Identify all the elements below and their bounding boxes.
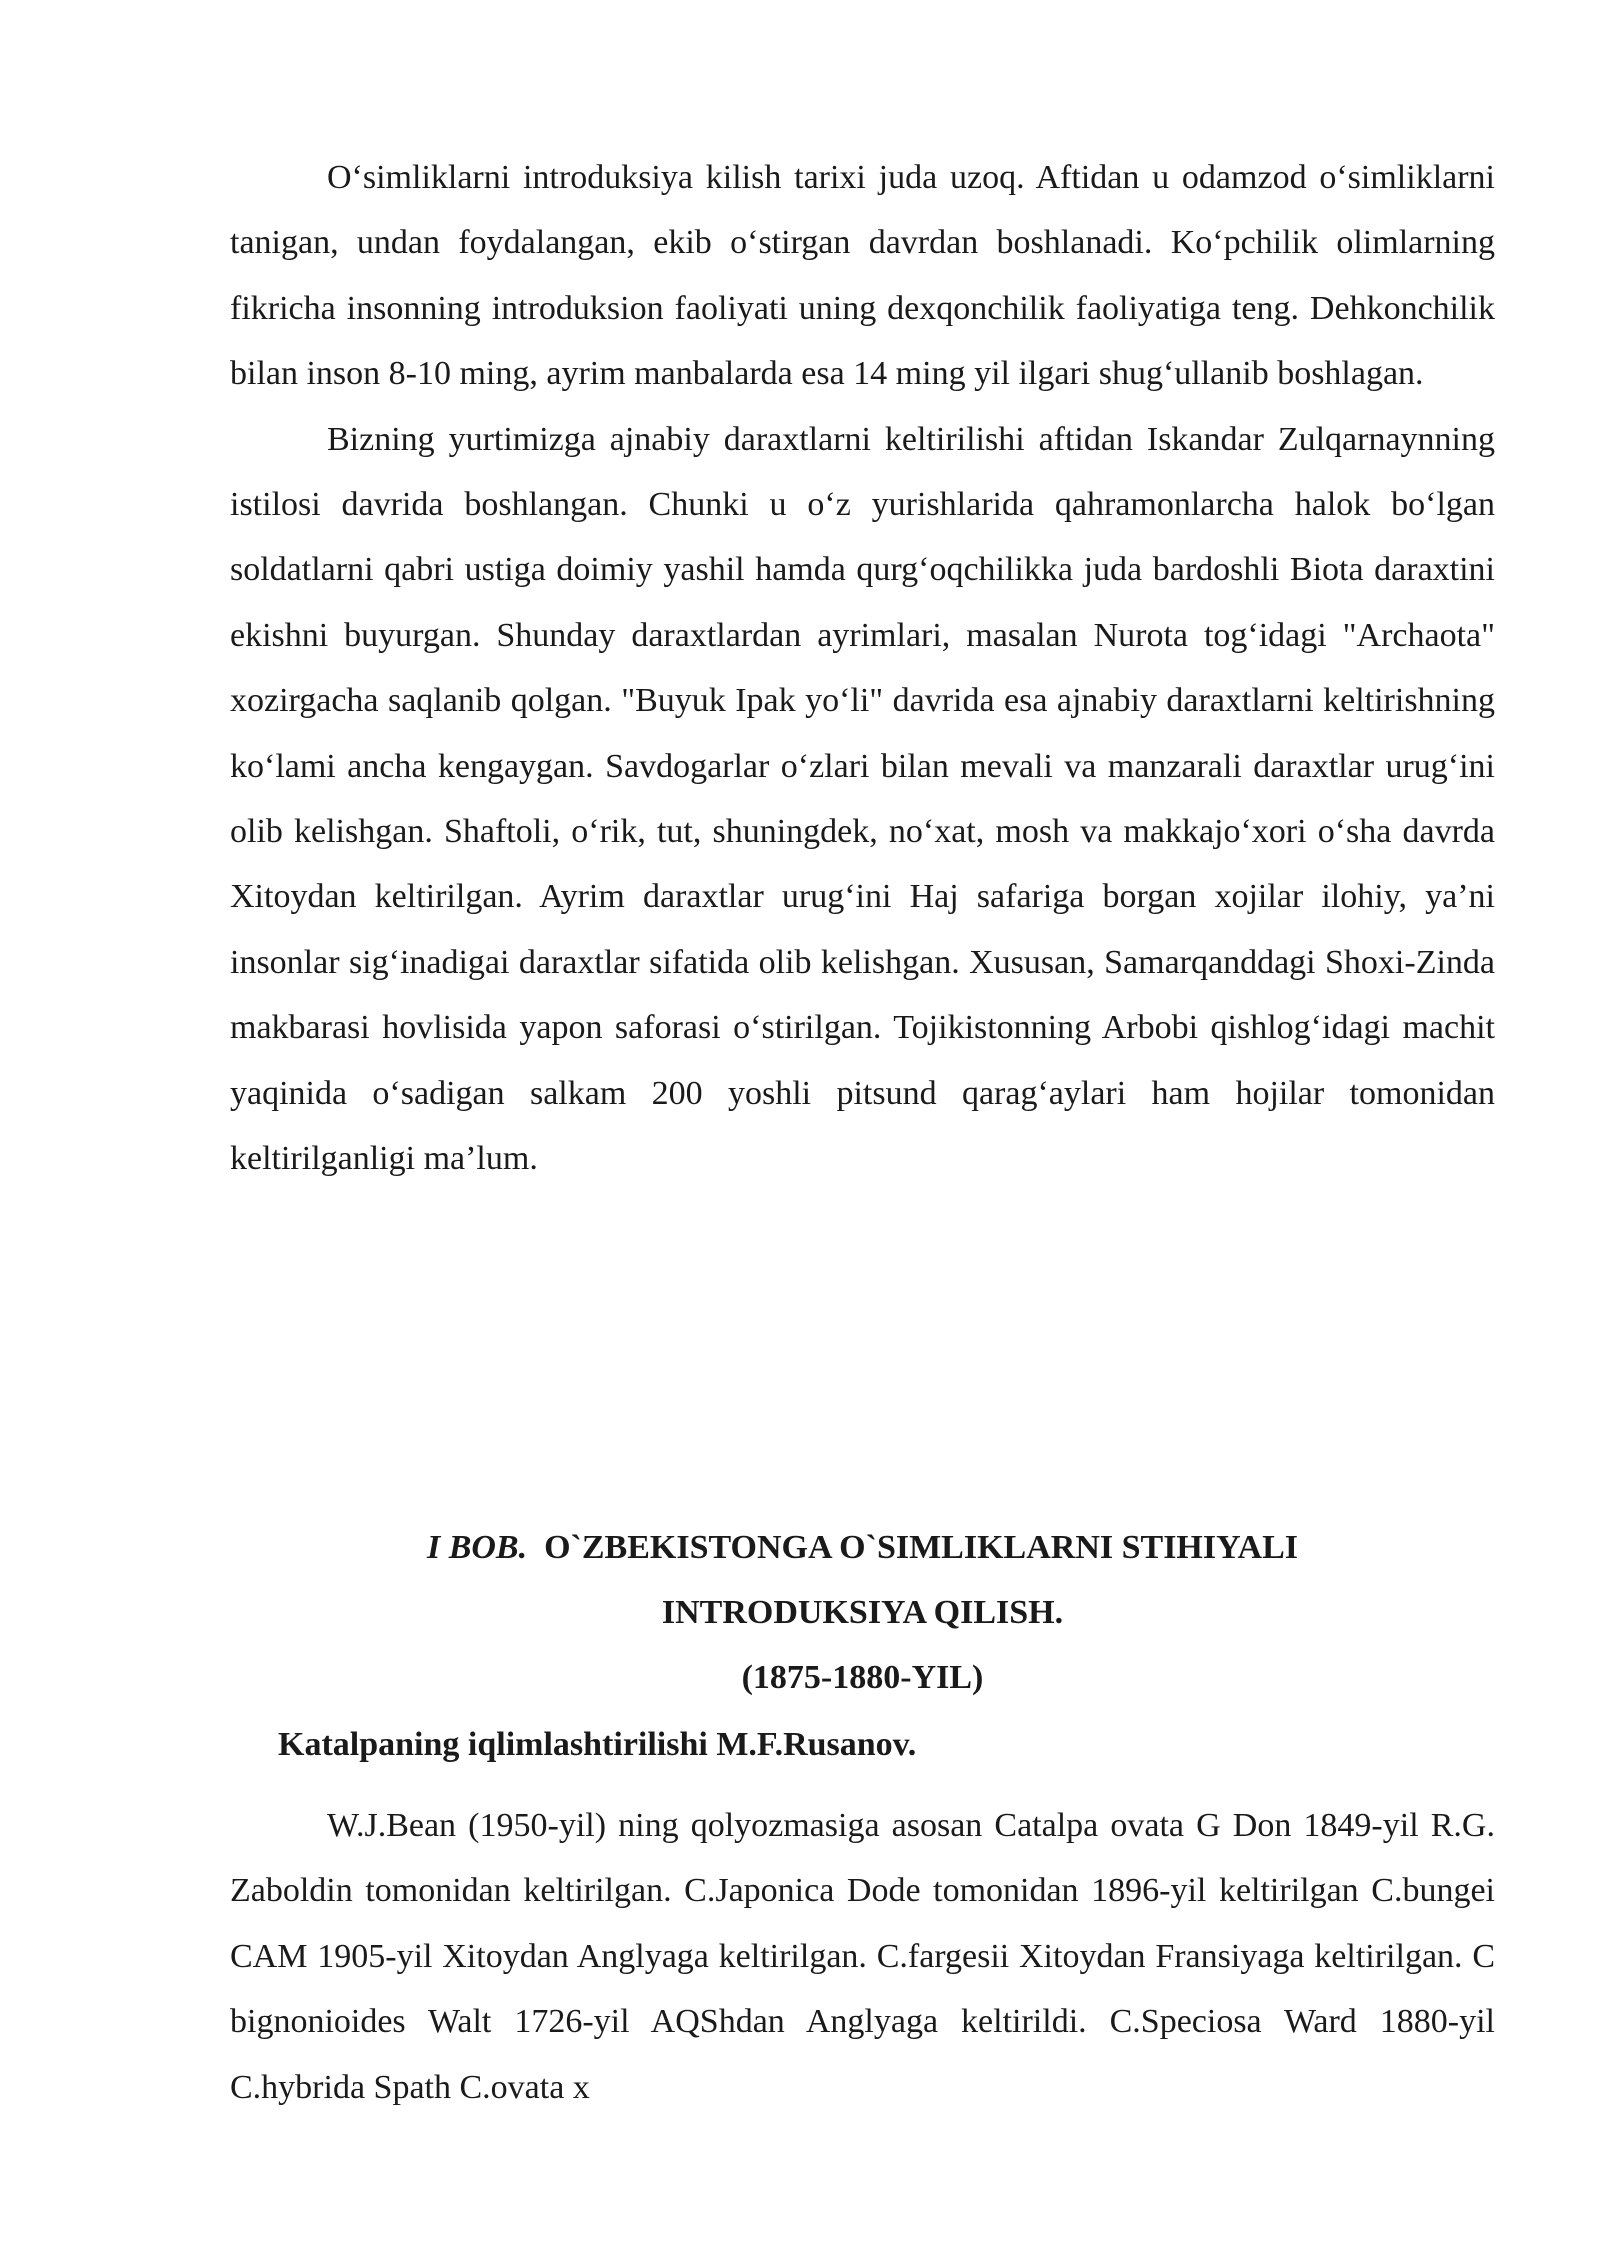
document-body — [230, 145, 1495, 1192]
chapter-years: (1875-1880-YIL) — [741, 1659, 984, 1696]
paragraph-introduction-history: O‘simliklarni introduksiya kilish tarixi juda uzoq. Aftidan u odamzod o‘simliklarni tanigan, undan foydalangan, ekib o‘stirgan davrdan boshlanadi. Ko‘pchilik olimlarning fikricha insonning introduksion faoliyati uning dexqonchilik faoliyatiga teng. Dehkonchilik bilan inson 8-10 ming, ayrim manbalarda esa 14 ming yil ilgari shug‘ullanib boshlagan. — [230, 159, 1495, 393]
chapter-title-part-1: O`ZBEKISTONGA O`SIMLIKLARNI STIHIYALI — [544, 1529, 1299, 1566]
paragraph-catalpa: W.J.Bean (1950-yil) ning qolyozmasiga asosan Catalpa ovata G Don 1849-yil R.G. Zaboldin tomonidan keltirilgan. C.Japonica Dode tomonidan 1896-yil keltirilgan C.bungei CAM 1905-yil Xitoydan Anglyaga keltirilgan. C.fargesii Xitoydan Fransiyaga keltirilgan. C bignonioides Walt 1726-yil AQShdan Anglyaga keltirildi. C.Speciosa Ward 1880-yil C.hybrida Spath C.ovata x — [230, 1807, 1495, 2106]
paragraph-foreign-trees: Bizning yurtimizga ajnabiy daraxtlarni keltirilishi aftidan Iskandar Zulqarnaynning istilosi davrida boshlangan. Chunki u o‘z yurishlarida qahramonlarcha halok bo‘lgan soldatlarni qabri ustiga doimiy yashil hamda qurg‘oqchilikka juda bardoshli Biota daraxtini ekishni buyurgan. Shunday daraxtlardan ayrimlari, masalan Nurota tog‘idagi "Archaota" xozirgacha saqlanib qolgan. "Buyuk Ipak yo‘li" davrida esa ajnabiy daraxtlarni keltirishning ko‘lami ancha kengaygan. Savdogarlar o‘zlari bilan mevali va manzarali daraxtlar urug‘ini olib kelishgan. Shaftoli, o‘rik, tut, shuningdek, no‘xat, mosh va makkajo‘xori o‘sha davrda Xitoydan keltirilgan. Ayrim daraxtlar urug‘ini Haj safariga borgan xojilar ilohiy, ya’ni insonlar sig‘inadigai daraxtlar sifatida olib kelishgan. Xususan, Samarqanddagi Shoxi-Zinda makbarasi hovlisida yapon saforasi o‘stirilgan. Tojikistonning Arbobi qishlog‘idagi machit yaqinida o‘sadigan salkam 200 yoshli pitsund qarag‘aylari ham hojilar tomonidan keltirilganligi ma’lum. — [230, 420, 1495, 1178]
section-subtitle: Katalpaning iqlimlashtirilishi M.F.Rusanov. — [278, 1726, 917, 1763]
chapter-heading — [230, 1515, 1495, 1710]
chapter-title-line-1 — [230, 1515, 1495, 1580]
section-body — [230, 1793, 1495, 2120]
chapter-label: I BOB. — [426, 1529, 528, 1566]
chapter-title-line-2: INTRODUKSIYA QILISH. — [661, 1594, 1064, 1631]
